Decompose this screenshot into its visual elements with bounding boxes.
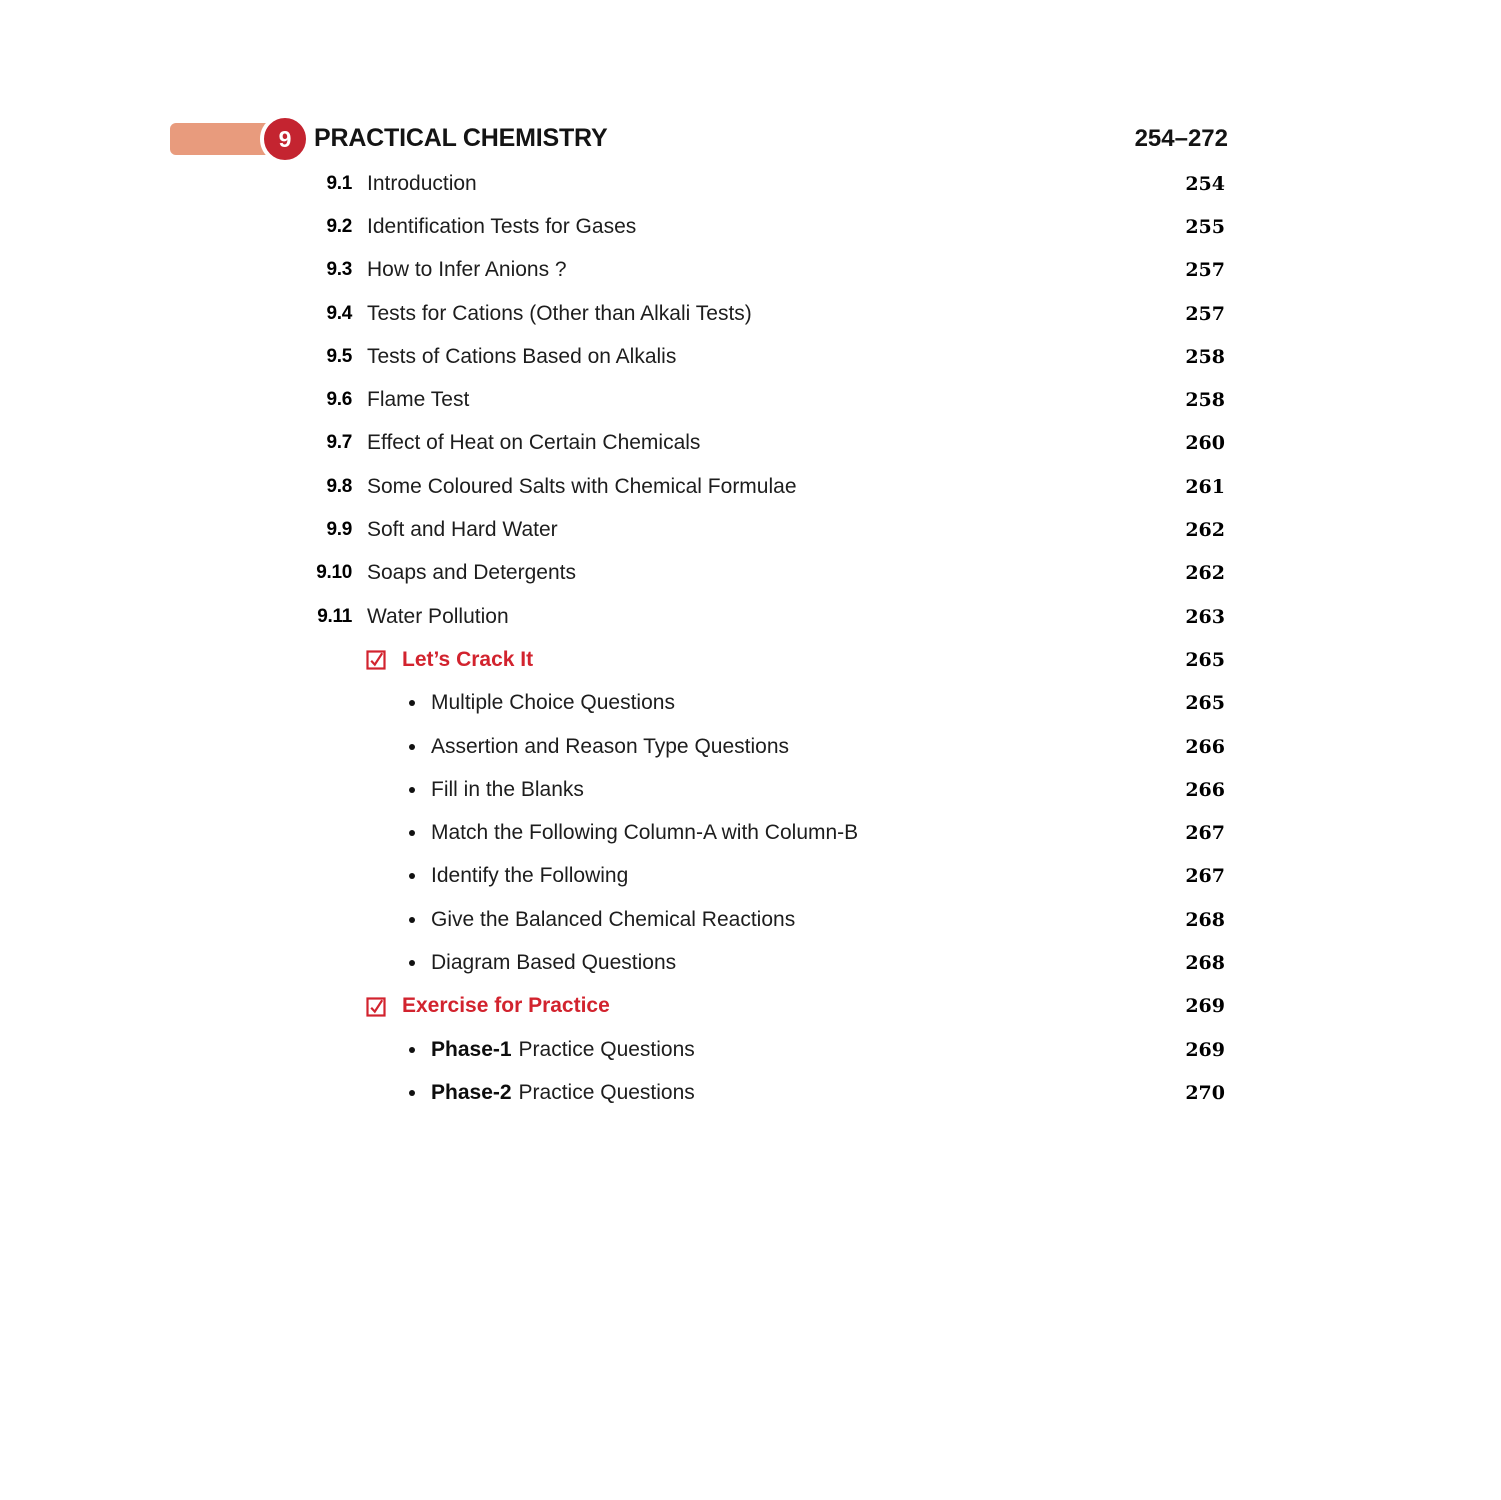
chapter-header xyxy=(0,0,1501,170)
page-number: 262 xyxy=(1185,562,1225,585)
bullet-icon xyxy=(409,873,415,879)
page-number: 268 xyxy=(1185,951,1225,974)
toc-section-row xyxy=(0,552,1501,595)
toc-section-row xyxy=(0,249,1501,292)
toc-subheading-row xyxy=(0,638,1501,681)
bullet-title: Match the Following Column-A with Column-B xyxy=(431,821,859,845)
bullet-icon xyxy=(409,787,415,793)
section-title: Soft and Hard Water xyxy=(367,518,558,542)
bullet-title: Multiple Choice Questions xyxy=(431,691,675,715)
toc-bullet-row xyxy=(0,768,1501,811)
toc-list xyxy=(0,162,1501,1115)
chapter-title: PRACTICAL CHEMISTRY xyxy=(314,124,608,152)
page-number: 257 xyxy=(1185,259,1225,282)
section-number: 9.8 xyxy=(326,475,352,497)
section-number: 9.5 xyxy=(326,345,352,367)
toc-subheading-row xyxy=(0,985,1501,1028)
bullet-icon xyxy=(409,744,415,750)
page-number: 267 xyxy=(1185,865,1225,888)
bullet-icon xyxy=(409,1047,415,1053)
toc-section-row xyxy=(0,508,1501,551)
page-number: 262 xyxy=(1185,519,1225,542)
toc-section-row xyxy=(0,465,1501,508)
bullet-bold-prefix: Phase-1 xyxy=(431,1037,512,1061)
section-title: Identification Tests for Gases xyxy=(367,214,637,238)
section-title: Soaps and Detergents xyxy=(367,561,576,585)
toc-bullet-row xyxy=(0,682,1501,725)
toc-section-row xyxy=(0,162,1501,205)
section-number: 9.11 xyxy=(317,605,352,627)
toc-section-row xyxy=(0,422,1501,465)
chapter-number: 9 xyxy=(278,125,292,152)
page-number: 270 xyxy=(1185,1081,1225,1104)
toc-bullet-row xyxy=(0,811,1501,854)
section-number: 9.7 xyxy=(326,432,352,454)
page-number: 257 xyxy=(1185,302,1225,325)
toc-section-row xyxy=(0,595,1501,638)
bullet-icon xyxy=(409,960,415,966)
bullet-icon xyxy=(409,830,415,836)
bullet-title: Fill in the Blanks xyxy=(431,777,584,801)
page-number: 268 xyxy=(1185,908,1225,931)
section-number: 9.4 xyxy=(326,302,352,324)
bullet-icon xyxy=(409,700,415,706)
page-number: 255 xyxy=(1185,215,1225,238)
page-number: 260 xyxy=(1185,432,1225,455)
section-title: Flame Test xyxy=(367,388,470,412)
toc-bullet-row xyxy=(0,898,1501,941)
section-number: 9.6 xyxy=(326,389,352,411)
section-title: Tests for Cations (Other than Alkali Tests) xyxy=(367,301,752,325)
bullet-title: Practice Questions xyxy=(518,1080,695,1104)
page-number: 261 xyxy=(1185,475,1225,498)
section-title: Some Coloured Salts with Chemical Formulae xyxy=(367,474,797,498)
bullet-title: Identify the Following xyxy=(431,864,629,888)
section-number: 9.3 xyxy=(326,259,352,281)
chapter-number-badge xyxy=(260,114,310,164)
section-title: Tests of Cations Based on Alkalis xyxy=(367,344,677,368)
section-number: 9.2 xyxy=(326,215,352,237)
toc-bullet-row xyxy=(0,725,1501,768)
page-number: 269 xyxy=(1185,995,1225,1018)
page-number: 258 xyxy=(1185,389,1225,412)
section-title: Water Pollution xyxy=(367,604,509,628)
bullet-title: Assertion and Reason Type Questions xyxy=(431,734,789,758)
toc-bullet-row xyxy=(0,1071,1501,1114)
checked-checkbox-icon xyxy=(366,649,387,670)
section-number: 9.1 xyxy=(326,172,352,194)
toc-bullet-row xyxy=(0,855,1501,898)
bullet-title: Practice Questions xyxy=(518,1037,695,1061)
page-number: 263 xyxy=(1185,605,1225,628)
section-number: 9.9 xyxy=(326,519,352,541)
toc-section-row xyxy=(0,378,1501,421)
bullet-icon xyxy=(409,1090,415,1096)
page-number: 265 xyxy=(1185,692,1225,715)
page-number: 266 xyxy=(1185,778,1225,801)
chapter-page-range: 254–272 xyxy=(1134,125,1228,152)
subheading-label: Exercise for Practice xyxy=(402,994,610,1018)
section-title: How to Infer Anions ? xyxy=(367,258,567,282)
page-number: 254 xyxy=(1185,172,1225,195)
bullet-title: Diagram Based Questions xyxy=(431,950,677,974)
section-title: Introduction xyxy=(367,171,477,195)
page-number: 267 xyxy=(1185,822,1225,845)
toc-bullet-row xyxy=(0,941,1501,984)
bullet-title: Give the Balanced Chemical Reactions xyxy=(431,907,796,931)
section-number: 9.10 xyxy=(316,562,352,584)
toc-bullet-row xyxy=(0,1028,1501,1071)
section-title: Effect of Heat on Certain Chemicals xyxy=(367,431,701,455)
subheading-label: Let’s Crack It xyxy=(402,647,534,671)
page-number: 258 xyxy=(1185,345,1225,368)
page-number: 266 xyxy=(1185,735,1225,758)
bullet-bold-prefix: Phase-2 xyxy=(431,1080,512,1104)
toc-section-row xyxy=(0,292,1501,335)
page-number: 265 xyxy=(1185,648,1225,671)
page-number: 269 xyxy=(1185,1038,1225,1061)
toc-section-row xyxy=(0,205,1501,248)
checked-checkbox-icon xyxy=(366,996,387,1017)
toc-section-row xyxy=(0,335,1501,378)
bullet-icon xyxy=(409,917,415,923)
